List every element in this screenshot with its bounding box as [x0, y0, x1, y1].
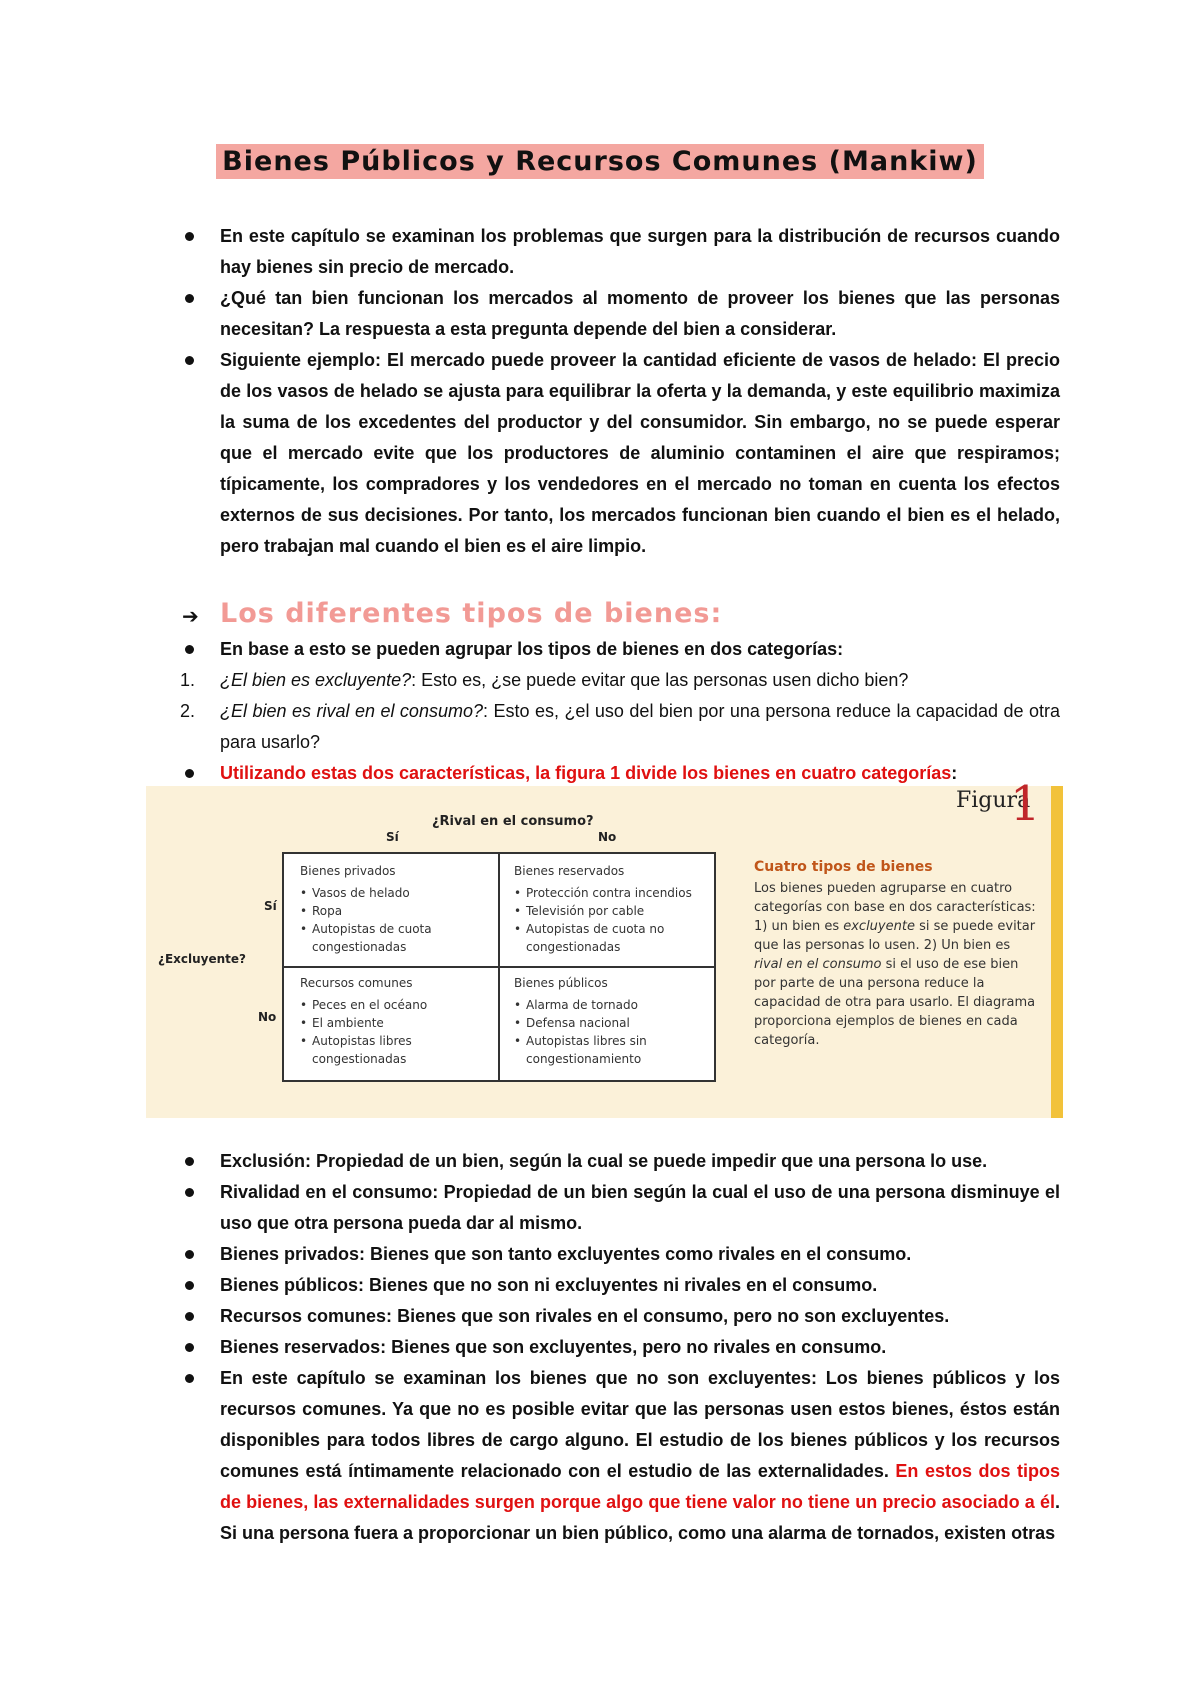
definition-reservados: Bienes reservados: Bienes que son excluyentes, pero no rivales en consumo.: [180, 1332, 1060, 1363]
page-title: Bienes Públicos y Recursos Comunes (Mankiw): [216, 144, 984, 179]
figure-description: Cuatro tipos de bienes Los bienes pueden agruparse en cuatro categorías con base en dos características: 1) un bien es excluyente si se puede evitar que las personas lo usen. 2) Un bien es rival en el consumo si el uso de ese bien por parte de una persona reduce la capacidad de otra para usarlo. El diagrama proporciona ejemplos de bienes en cada categoría.: [754, 859, 1036, 1048]
definition-privados: Bienes privados: Bienes que son tanto excluyentes como rivales en el consumo.: [180, 1239, 1060, 1270]
row-si-label: Sí: [264, 899, 277, 913]
figure-label: Figura: [956, 788, 1031, 813]
goods-grid: [282, 852, 716, 1082]
definition-publicos: Bienes públicos: Bienes que no son ni excluyentes ni rivales en el consumo.: [180, 1270, 1060, 1301]
figure-lead: Utilizando estas dos características, la figura 1 divide los bienes en cuatro categorías:: [180, 758, 1060, 789]
definition-exclusion: Exclusión: Propiedad de un bien, según la cual se puede impedir que una persona lo use.: [180, 1146, 1060, 1177]
intro-section: [180, 221, 1060, 562]
types-section: [180, 594, 1060, 789]
cell-bienes-privados: Bienes privados • Vasos de helado • Ropa • Autopistas de cuota congestionadas: [300, 862, 490, 956]
grid-divider-h: [284, 966, 714, 968]
rival-question: ¿Rival en el consumo?: [432, 814, 594, 829]
col-si-label: Sí: [386, 830, 399, 844]
figure-accent-bar: [1051, 786, 1063, 1118]
section-heading: ➔ Los diferentes tipos de bienes:: [180, 594, 1060, 634]
cell-bienes-publicos: Bienes públicos • Alarma de tornado • Defensa nacional • Autopistas libres sin congestionamiento: [514, 974, 704, 1068]
definition-rivalidad: Rivalidad en el consumo: Propiedad de un bien según la cual el uso de una persona disminuye el uso que otra persona pueda dar al mismo.: [180, 1177, 1060, 1239]
definitions-section: [180, 1146, 1060, 1549]
title-wrap: [0, 144, 1200, 179]
closing-paragraph: En este capítulo se examinan los bienes que no son excluyentes: Los bienes públicos y los recursos comunes. Ya que no es posible evitar que las personas usen estos bienes, éstos están disponibles para todos libres de cargo alguno. El estudio de los bienes públicos y los recursos comunes está íntimamente relacionado con el estudio de las externalidades. En estos dos tipos de bienes, las externalidades surgen porque algo que tiene valor no tiene un precio asociado a él. Si una persona fuera a proporcionar un bien público, como una alarma de tornados, existen otras: [180, 1363, 1060, 1549]
intro-item-2: ¿Qué tan bien funcionan los mercados al momento de proveer los bienes que las personas necesitan? La respuesta a esta pregunta depende del bien a considerar.: [180, 283, 1060, 345]
excl-question: ¿Excluyente?: [158, 952, 247, 966]
definition-comunes: Recursos comunes: Bienes que son rivales en el consumo, pero no son excluyentes.: [180, 1301, 1060, 1332]
intro-item-1: En este capítulo se examinan los problemas que surgen para la distribución de recursos cuando hay bienes sin precio de mercado.: [180, 221, 1060, 283]
numbered-item-1: 1. ¿El bien es excluyente?: Esto es, ¿se puede evitar que las personas usen dicho bien?: [180, 670, 909, 690]
cell-recursos-comunes: Recursos comunes • Peces en el océano • El ambiente • Autopistas libres congestionadas: [300, 974, 490, 1068]
intro-item-3: Siguiente ejemplo: El mercado puede proveer la cantidad eficiente de vasos de helado: El precio de los vasos de helado se ajusta para equilibrar la oferta y la demanda, y este equilibrio maximiza la suma de los excedentes del productor y del consumidor. Sin embargo, no se puede esperar que el mercado evite que los productores de aluminio contaminen el aire que respiramos; típicamente, los compradores y los vendedores en el mercado no toman en cuenta los efectos externos de sus decisiones. Por tanto, los mercados funcionan bien cuando el bien es el helado, pero trabajan mal cuando el bien es el aire limpio.: [180, 345, 1060, 562]
cell-bienes-reservados: Bienes reservados • Protección contra incendios • Televisión por cable • Autopistas de cuota no congestionadas: [514, 862, 704, 956]
figure-number: 1: [1010, 776, 1041, 832]
types-lead: En base a esto se pueden agrupar los tipos de bienes en dos categorías:: [180, 634, 1060, 665]
numbered-item-2: 2. ¿El bien es rival en el consumo?: Esto es, ¿el uso del bien por una persona reduce la capacidad de otra para usarlo?: [180, 701, 1060, 752]
figure-1: [146, 776, 1063, 1118]
row-no-label: No: [258, 1010, 277, 1024]
col-no-label: No: [598, 830, 617, 844]
arrow-right-icon: ➔: [182, 604, 200, 628]
